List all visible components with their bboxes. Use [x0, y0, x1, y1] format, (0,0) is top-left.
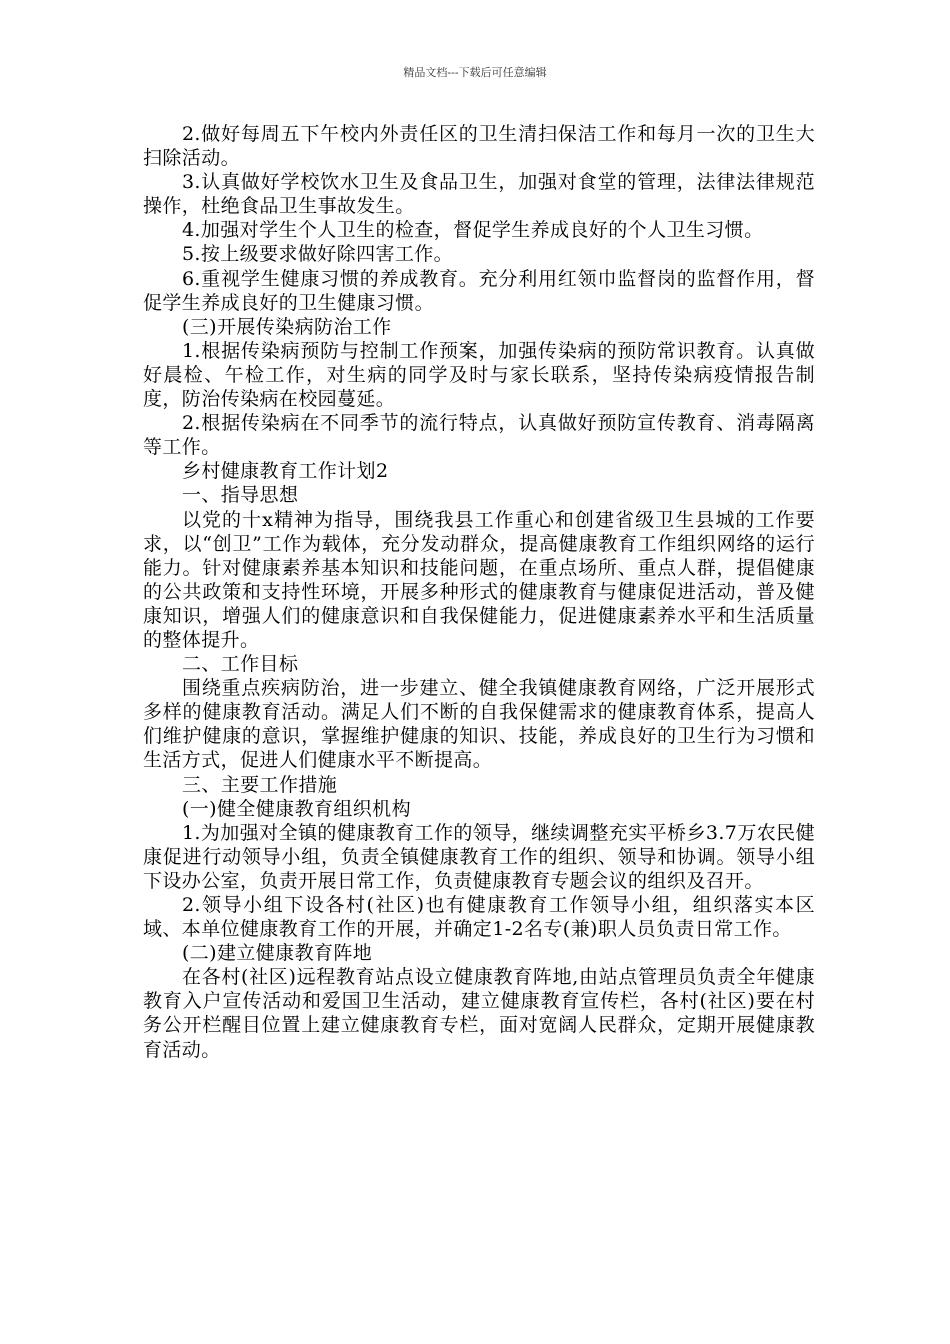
paragraph: 2.根据传染病在不同季节的流行特点，认真做好预防宣传教育、消毒隔离等工作。 — [143, 412, 815, 459]
paragraph: 6.重视学生健康习惯的养成教育。充分利用红领巾监督岗的监督作用，督促学生养成良好的卫生健康习惯。 — [143, 267, 815, 314]
paragraph: 2.做好每周五下午校内外责任区的卫生清扫保洁工作和每月一次的卫生大扫除活动。 — [143, 123, 815, 170]
paragraph: 在各村(社区)远程教育站点设立健康教育阵地,由站点管理员负责全年健康教育入户宣传活动和爱国卫生活动，建立健康教育宣传栏，各村(社区)要在村务公开栏醒目位置上建立健康教育专栏，面对宽阔人民群众，定期开展健康教育活动。 — [143, 966, 815, 1061]
paragraph: 1.根据传染病预防与控制工作预案，加强传染病的预防常识教育。认真做好晨检、午检工作，对生病的同学及时与家长联系，坚持传染病疫情报告制度，防治传染病在校园蔓延。 — [143, 339, 815, 411]
document-body — [143, 122, 815, 1062]
section-heading: (二)建立健康教育阵地 — [181, 942, 373, 965]
paragraph: 4.加强对学生个人卫生的检查，督促学生养成良好的个人卫生习惯。 — [181, 219, 764, 242]
paragraph: 5.按上级要求做好除四害工作。 — [181, 243, 454, 266]
paragraph: 以党的十x精神为指导，围绕我县工作重心和创建省级卫生县城的工作要求，以“创卫”工作为载体，充分发动群众，提高健康教育工作组织网络的运行能力。针对健康素养基本知识和技能问题，在重点场所、重点人群，提倡健康的公共政策和支持性环境，开展多种形式的健康教育与健康促进活动，普及健康知识，增强人们的健康意识和自我保健能力，促进健康素养水平和生活质量的整体提升。 — [143, 508, 815, 651]
paragraph: 2.领导小组下设各村(社区)也有健康教育工作领导小组，组织落实本区域、本单位健康教育工作的开展，并确定1-2名专(兼)职人员负责日常工作。 — [143, 894, 815, 941]
paragraph: 围绕重点疾病防治，进一步建立、健全我镇健康教育网络，广泛开展形式多样的健康教育活动。满足人们不断的自我保健需求的健康教育体系，提高人们维护健康的意识，掌握维护健康的知识、技能，养成良好的卫生行为习惯和生活方式，促进人们健康水平不断提高。 — [143, 677, 815, 772]
paragraph: 1.为加强对全镇的健康教育工作的领导，继续调整充实平桥乡3.7万农民健康促进行动领导小组，负责全镇健康教育工作的组织、领导和协调。领导小组下设办公室，负责开展日常工作，负责健康教育专题会议的组织及召开。 — [143, 821, 815, 892]
section-heading: 一、指导思想 — [181, 484, 299, 507]
document-title: 乡村健康教育工作计划2 — [181, 460, 389, 483]
paragraph: 3.认真做好学校饮水卫生及食品卫生，加强对食堂的管理，法律法律规范操作，杜绝食品卫生事故发生。 — [143, 171, 815, 218]
page-header: 精品文档---下载后可任意编辑 — [403, 66, 547, 79]
section-heading: 三、主要工作措施 — [181, 773, 338, 796]
section-heading: 二、工作目标 — [181, 653, 299, 676]
section-heading: (一)健全健康教育组织机构 — [181, 797, 411, 820]
section-heading: (三)开展传染病防治工作 — [181, 315, 392, 338]
